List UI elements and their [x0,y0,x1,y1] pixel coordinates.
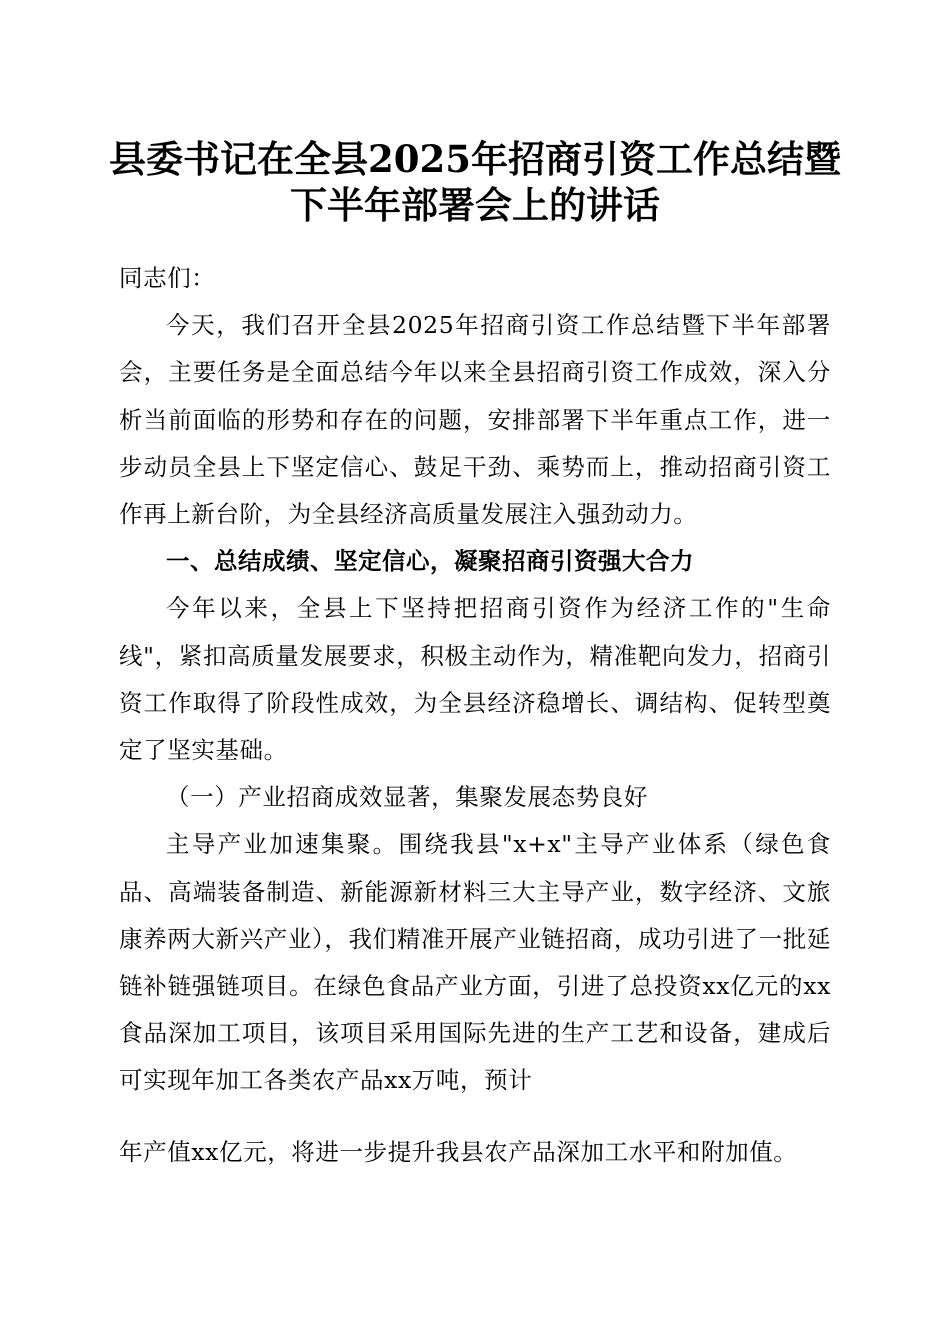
paragraph-section-1: 今年以来，全县上下坚持把招商引资作为经济工作的"生命线"，紧扣高质量发展要求，积极主动作为，精准靶向发力，招商引资工作取得了阶段性成效，为全县经济稳增长、调结构、促转型奠定了坚实基础。 [119,594,831,765]
paragraph-subsection-1-1-last-line: 年产值xx亿元，将进一步提升我县农产品深加工水平和附加值。 [119,1138,798,1166]
paragraph-intro: 今天，我们召开全县2025年招商引资工作总结暨下半年部署会，主要任务是全面总结今年以来全县招商引资工作成效，深入分析当前面临的形势和存在的问题，安排部署下半年重点工作，进一步动员全县上下坚定信心、鼓足干劲、乘势而上，推动招商引资工作再上新台阶，为全县经济高质量发展注入强劲动力。 [119,311,831,529]
paragraph-last-line-wrapper [119,1129,849,1176]
section-heading-1: 一、总结成绩、坚定信心，凝聚招商引资强大合力 [166,547,694,576]
document-title-line-2: 下半年部署会上的讲话 [290,183,660,227]
document-body [119,255,831,1105]
salutation: 同志们： [119,264,216,292]
paragraph-subsection-1-1: 主导产业加速集聚。围绕我县"x+x"主导产业体系（绿色食品、高端装备制造、新能源新材料三大主导产业，数字经济、文旅康养两大新兴产业），我们精准开展产业链招商，成功引进了一批延链补链强链项目。在绿色食品产业方面，引进了总投资xx亿元的xx食品深加工项目，该项目采用国际先进的生产工艺和设备，建成后可实现年加工各类农产品xx万吨，预计 [119,830,831,1095]
document-title-line-1: 县委书记在全县2025年招商引资工作总结暨 [109,137,841,181]
subsection-heading-1-1: （一）产业招商成效显著，集聚发展态势良好 [166,783,648,812]
